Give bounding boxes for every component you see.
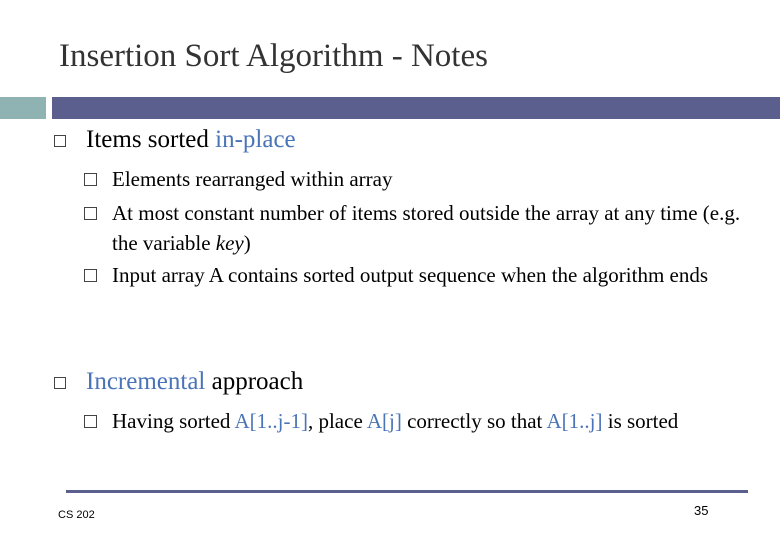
page-number: 35 [694, 503, 709, 518]
footer-divider [66, 490, 748, 493]
title-accent-bar [52, 97, 780, 119]
text-part: correctly so that [401, 409, 547, 433]
sub-bullet-text-emphasis: key [215, 231, 244, 255]
bullet-text [86, 126, 296, 154]
sub-bullet-having-sorted [84, 406, 744, 436]
square-bullet-icon [54, 135, 66, 147]
sub-bullet-text-after: ) [243, 231, 251, 255]
bullet-text-plain: Items sorted [86, 126, 216, 153]
code-highlight: A[1..j] [546, 409, 603, 433]
title-accent-bar-left [0, 97, 46, 119]
sub-bullet-input-array [84, 260, 744, 290]
footer-course: CS 202 [58, 509, 95, 521]
code-highlight: A[1..j-1] [234, 409, 308, 433]
bullet-text [86, 368, 303, 396]
text-part: is sorted [602, 409, 679, 433]
sub-bullet-text [84, 406, 744, 436]
bullet-text-highlight: Incremental [86, 368, 206, 395]
square-bullet-icon [84, 269, 97, 282]
sub-bullet-text-before: At most constant number of items stored outside the array at any time (e.g. the variable [112, 201, 741, 255]
sub-bullet-constant-items [84, 198, 744, 258]
square-bullet-icon [84, 415, 97, 428]
sub-bullet-text [84, 198, 744, 258]
square-bullet-icon [84, 207, 97, 220]
sub-bullet-text: Elements rearranged within array [112, 167, 393, 191]
code-highlight: A[j] [366, 409, 402, 433]
sub-bullet-elements-rearranged [84, 164, 744, 194]
text-part: Having sorted [112, 409, 235, 433]
text-part: , place [307, 409, 367, 433]
bullet-text-plain: approach [205, 368, 304, 395]
sub-bullet-text: Input array A contains sorted output sequence when the algorithm ends [112, 263, 709, 287]
square-bullet-icon [84, 173, 97, 186]
square-bullet-icon [54, 377, 66, 389]
slide-title: Insertion Sort Algorithm - Notes [59, 38, 488, 74]
bullet-text-highlight: in-place [215, 126, 296, 153]
